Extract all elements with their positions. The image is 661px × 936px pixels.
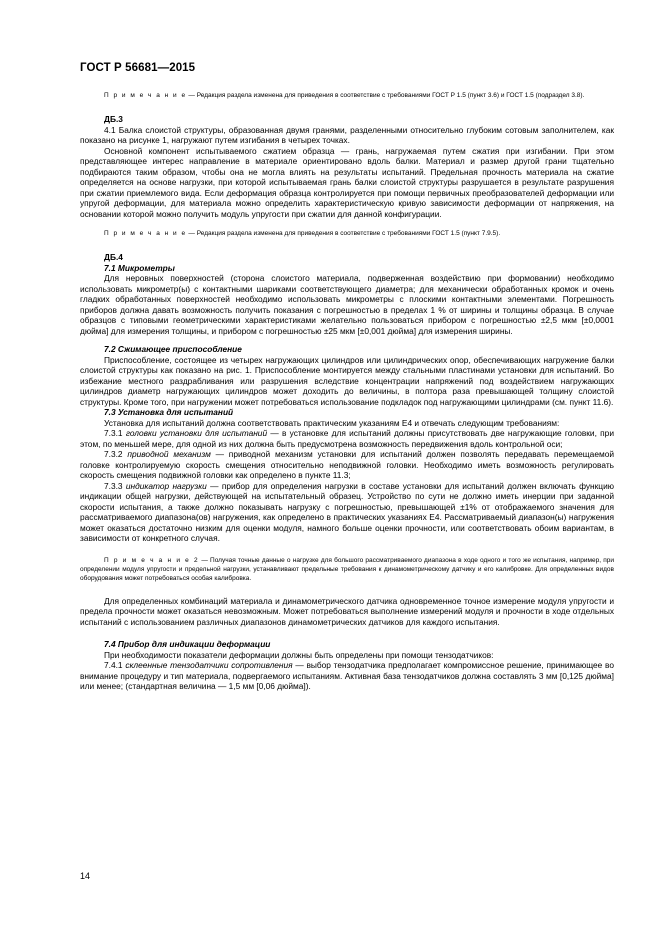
- heading-7-3: 7.3 Установка для испытаний: [104, 407, 234, 418]
- note-label: П р и м е ч а н и е: [104, 230, 187, 238]
- paragraph-7-3-2: 7.3.2 приводной механизм — приводной механизм установки для испытаний должен позволять передавать перемещаемой головке контролируемую скорость смещения относительно неподвижной головки. Необходимо иметь возможность регулировать скорость смещения подвижной головки как определено в пункте 11.3;: [80, 449, 614, 481]
- note-text: — Редакция раздела изменена для приведения в соответствие с требованиями ГОСТ Р 1.5 (пункт 3.6) и ГОСТ 1.5 (подраздел 3.8).: [186, 92, 585, 99]
- paragraph-4-1: 4.1 Балка слоистой структуры, образованная двумя гранями, разделенными относительно глубоким сотовым заполнителем, как показано на рисунке 1, нагружают путем изгибания в четырех точках.: [80, 124, 614, 146]
- document-body: [80, 91, 614, 692]
- note-2: [80, 556, 614, 584]
- paragraph-7-3-3: 7.3.3 индикатор нагрузки — прибор для определения нагрузки в составе установки для испытаний должен включать функцию индикации общей нагрузки, действующей на испытательный образец. Устройство по сути не должно иметь инерции при заданной скорости испытания, а также должно показывать нагрузку с погрешностью, превышающей ±1% от отображаемого значения для рассматриваемого диапазона(ов) нагружения, как определено в практических указаниях E4. Рассматриваемый диапазон(ы) нагружения может оказаться достаточно низким для оценки модуля, намного больше оценки прочности, или соответствовать обоим вариантам, в зависимости от конкретного случая.: [80, 480, 614, 544]
- heading-7-4: 7.4 Прибор для индикации деформации: [104, 639, 271, 650]
- heading-7-1: 7.1 Микрометры: [104, 262, 175, 273]
- paragraph-7-4-1: 7.4.1 склеенные тензодатчики сопротивления — выбор тензодатчика предполагает компромиссное решение, принимающее во внимание процедуру и тип материала, подвергаемого испытаниям. Активная база тензодатчиков должна составлять 3 мм [0,125 дюйма] или менее; (стандартная величина — 1,5 мм [0,06 дюйма]).: [80, 660, 614, 692]
- paragraph-7-2: Приспособление, состоящее из четырех нагружающих цилиндров или цилиндрических опор, обеспечивающих нагружение балки слоистой структуры как показано на рис. 1. Приспособление монтируется между стальными пластинами установки для испытаний. Во избежание местного раздрабливания или разрушения вследствие концентрации напряжений под воздействием нагружающих цилиндров диаметр нагружающих цилиндров может доходить до величины, в полтора раза превышающей толщину слоистой структуры. Кроме того, при нагружении может потребоваться использование подкладок под нагружающими цилиндрами (см. пункт 11.6).: [80, 354, 614, 407]
- paragraph-7-3-1: 7.3.1 головки установки для испытаний — в установке для испытаний должны присутствовать две нагружающие головки, при этом, по меньшей мере, для одной из них должна быть предусмотрена возможность передвижения вдоль контрольной оси;: [80, 428, 614, 449]
- note-text: — Редакция раздела изменена для приведения в соответствие с требованиями ГОСТ 1.5 (пункт 7.9.5).: [186, 230, 501, 238]
- paragraph-7-4: При необходимости показатели деформации должны быть определены при помощи тензодатчиков:: [104, 649, 494, 660]
- page-number: 14: [80, 871, 91, 881]
- note-section-1: [80, 91, 614, 100]
- paragraph-7-3: Установка для испытаний должна соответствовать практическим указаниям E4 и отвечать следующим требованиям:: [104, 417, 560, 428]
- heading-7-2: 7.2 Сжимающее приспособление: [104, 344, 242, 355]
- paragraph-7-1: Для неровных поверхностей (сторона слоистого материала, подверженная воздействию при формовании) необходимо использовать микрометр(ы) с контактными шариками соответствующего диаметра; для механически обработанных кромок и очень гладких обработанных поверхностей необходимо использовать микрометры с плоскими контактными элементами. Погрешность приборов должна давать возможность получить показания с погрешностью в пределах 1 % от ширины и толщины образца. В случае образцов с типовыми геометрическими характеристиками желательно пользоваться прибором с погрешностью ±2,5 мкм [±0,0001 дюйма] для измерения толщины, и прибором с погрешностью ±25 мкм [±0,001 дюйма] для измерения ширины.: [80, 273, 614, 336]
- note-section-2: [80, 229, 614, 238]
- note-label: П р и м е ч а н и е: [104, 92, 187, 99]
- document-header-title: ГОСТ Р 56681—2015: [80, 62, 196, 74]
- paragraph-combinations: Для определенных комбинаций материала и динамометрического датчика одновременное точное измерение модуля упругости и предела прочности может оказаться невозможным. Может потребоваться выполнение измерений модуля и прочности в ходе отдельных испытаний с использованием различных диапазонов динамометрических датчиков для каждого испытания.: [80, 595, 614, 627]
- note-text: — Получая точные данные о нагрузке для большого рассматриваемого диапазона в ходе одного и того же испытания, например, при определении модуля упругости и предельной нагрузки, устанавливают предельные требования к динамометрическому датчику и его калибровке. Для определенных видов оборудования может потребоваться особая калибровка.: [80, 556, 614, 583]
- section-heading-db4: ДБ.4: [104, 252, 123, 263]
- note-label: П р и м е ч а н и е 2: [104, 556, 200, 564]
- paragraph-main-component: Основной компонент испытываемого сжатием образца — грань, нагружаемая путем сжатия при изгибании. При этом представляющее интерес направление в материале ориентировано вдоль балки. Материал и размер другой грани тщательно подбираются таким образом, чтобы она не могла влиять на результаты испытаний. Предельная прочность материала на сжатие определяется на основе нагрузки, при которой испытываемая грань балки слоистой структуры разрушается в результате разрушения при сжатии приемлемого вида. Если деформация образца контролируется при помощи первичных преобразователей деформации или упругой деформации, для материала можно определить характеристическую кривую зависимости деформации от напряжения, на основании которой можно получить модуль упругости при сжатии для данной конфигурации.: [80, 145, 614, 219]
- section-heading-db3: ДБ.3: [104, 114, 123, 125]
